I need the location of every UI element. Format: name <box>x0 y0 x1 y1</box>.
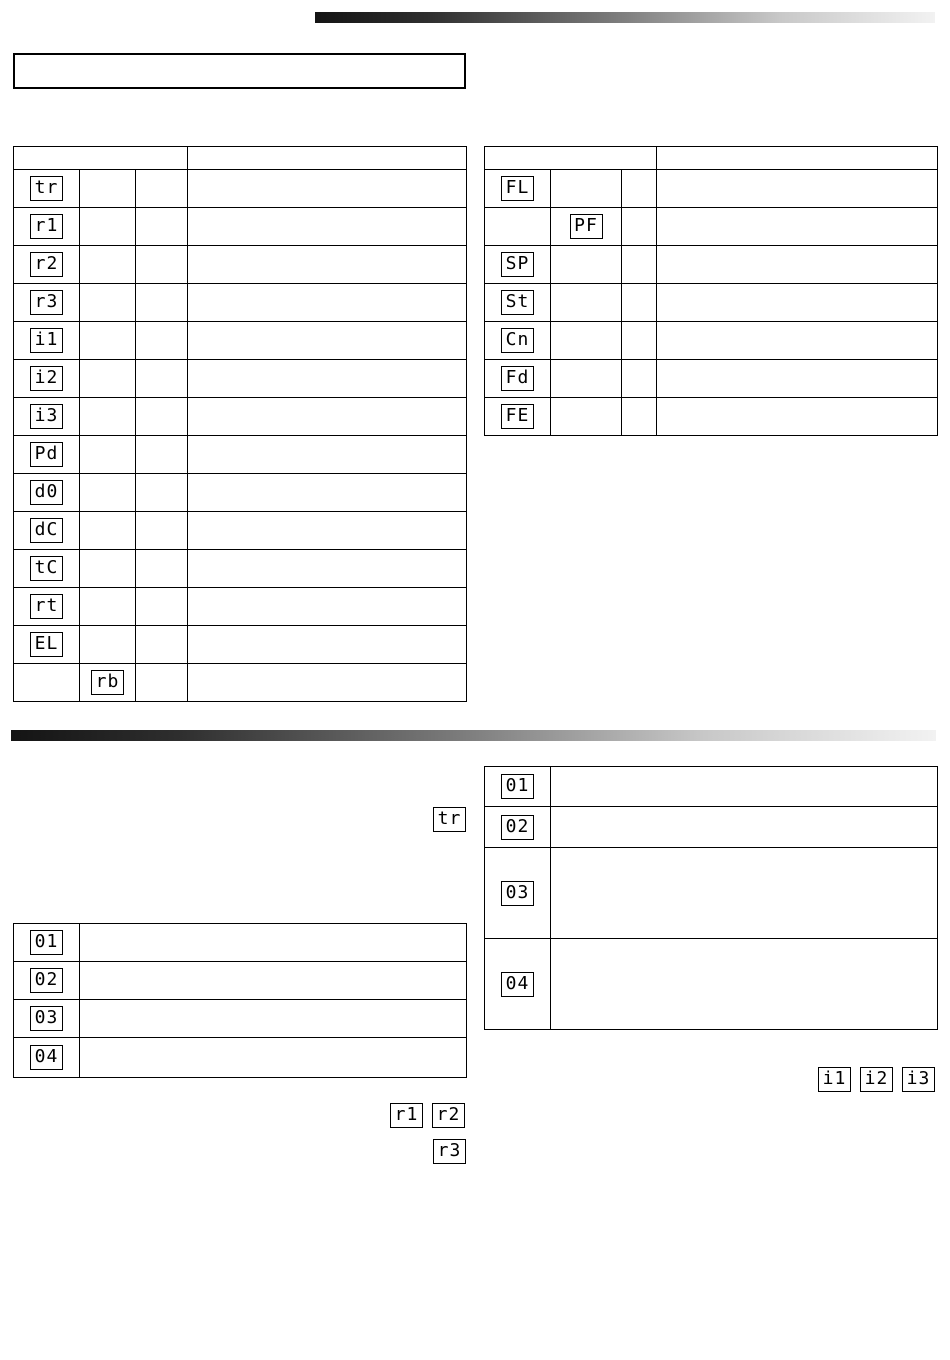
description-cell <box>188 474 467 512</box>
code-cell <box>80 588 136 626</box>
table-row <box>485 398 938 436</box>
table-row <box>485 284 938 322</box>
code-cell <box>136 626 188 664</box>
display-code-tc: tC <box>30 556 63 581</box>
code-cell <box>485 360 551 398</box>
display-code-dc: dC <box>30 518 63 543</box>
option-code-cell <box>485 939 551 1030</box>
display-code-rb: rb <box>91 670 124 695</box>
code-cell <box>622 322 657 360</box>
display-code-i1: i1 <box>30 328 63 353</box>
description-cell <box>188 436 467 474</box>
code-cell <box>136 588 188 626</box>
header-cell <box>485 147 657 170</box>
description-cell <box>657 284 938 322</box>
code-cell <box>14 246 80 284</box>
code-cell <box>14 360 80 398</box>
display-code-r1: r1 <box>390 1103 423 1128</box>
code-cell <box>14 550 80 588</box>
table-row <box>14 474 467 512</box>
display-code-rt: rt <box>30 594 63 619</box>
display-code-option-02: 02 <box>501 815 534 840</box>
header-cell-description <box>657 147 938 170</box>
description-cell <box>657 208 938 246</box>
display-code-i1: i1 <box>818 1067 851 1092</box>
code-cell <box>136 550 188 588</box>
code-cell <box>80 626 136 664</box>
display-code-r1: r1 <box>30 214 63 239</box>
table-row <box>14 360 467 398</box>
option-code-cell <box>485 848 551 939</box>
code-cell <box>485 246 551 284</box>
description-cell <box>188 284 467 322</box>
display-code-i2: i2 <box>860 1067 893 1092</box>
code-cell <box>136 360 188 398</box>
description-cell <box>188 588 467 626</box>
option-code-cell <box>485 767 551 807</box>
code-cell <box>551 398 622 436</box>
option-row <box>485 807 938 848</box>
table-row <box>485 322 938 360</box>
display-code-r2: r2 <box>432 1103 465 1128</box>
code-cell <box>14 208 80 246</box>
code-cell <box>551 322 622 360</box>
code-cell <box>485 398 551 436</box>
section-title-box <box>13 53 466 89</box>
parameter-table-right <box>484 146 938 436</box>
option-row <box>14 1000 467 1038</box>
option-row <box>485 767 938 807</box>
display-code-pd: Pd <box>30 442 63 467</box>
code-cell <box>80 436 136 474</box>
display-code-r3: r3 <box>30 290 63 315</box>
option-table-right <box>484 766 938 1030</box>
input-code-markers <box>818 1067 935 1092</box>
header-cell-description <box>188 147 467 170</box>
description-cell <box>188 208 467 246</box>
display-code-fe: FE <box>501 404 534 429</box>
table-row <box>14 398 467 436</box>
description-cell <box>657 170 938 208</box>
display-code-option-02: 02 <box>30 968 63 993</box>
description-cell <box>188 512 467 550</box>
code-cell <box>136 436 188 474</box>
code-cell <box>80 208 136 246</box>
code-cell <box>136 284 188 322</box>
code-cell <box>136 474 188 512</box>
description-cell <box>188 626 467 664</box>
option-code-cell <box>14 962 80 1000</box>
code-cell <box>136 208 188 246</box>
code-cell <box>80 322 136 360</box>
code-cell <box>80 398 136 436</box>
description-cell <box>188 550 467 588</box>
description-cell <box>188 360 467 398</box>
table-header-row <box>485 147 938 170</box>
table-row <box>14 284 467 322</box>
option-code-cell <box>14 1038 80 1078</box>
code-cell <box>622 284 657 322</box>
display-code-d0: d0 <box>30 480 63 505</box>
table-row <box>485 246 938 284</box>
code-cell <box>136 170 188 208</box>
option-code-cell <box>485 807 551 848</box>
display-code-tr-marker: tr <box>433 807 466 832</box>
table-row <box>14 550 467 588</box>
option-code-cell <box>14 924 80 962</box>
code-cell <box>136 512 188 550</box>
description-cell <box>188 322 467 360</box>
section-divider-bar <box>11 730 936 741</box>
code-cell <box>14 512 80 550</box>
display-code-st: St <box>501 290 534 315</box>
description-cell <box>188 246 467 284</box>
code-cell <box>136 246 188 284</box>
header-cell <box>14 147 188 170</box>
display-code-i3: i3 <box>902 1067 935 1092</box>
parameter-table-left <box>13 146 467 702</box>
code-cell <box>80 246 136 284</box>
display-code-i3: i3 <box>30 404 63 429</box>
option-row <box>14 962 467 1000</box>
option-row <box>14 924 467 962</box>
code-cell <box>14 398 80 436</box>
code-cell <box>485 322 551 360</box>
code-cell <box>14 436 80 474</box>
table-row <box>14 626 467 664</box>
display-code-option-04: 04 <box>30 1045 63 1070</box>
code-cell <box>551 360 622 398</box>
display-code-el: EL <box>30 632 63 657</box>
option-table-left <box>13 923 467 1078</box>
table-row <box>14 322 467 360</box>
code-cell <box>14 322 80 360</box>
code-cell <box>622 360 657 398</box>
code-cell <box>80 664 136 702</box>
table-row <box>14 436 467 474</box>
option-description-cell <box>551 848 938 939</box>
display-code-option-01: 01 <box>501 774 534 799</box>
description-cell <box>188 170 467 208</box>
relay-code-markers <box>390 1103 465 1128</box>
code-cell <box>551 284 622 322</box>
code-cell <box>622 398 657 436</box>
code-cell <box>136 398 188 436</box>
display-code-pf: PF <box>570 214 603 239</box>
code-cell <box>622 170 657 208</box>
code-cell <box>136 322 188 360</box>
option-row <box>485 848 938 939</box>
code-cell <box>14 664 80 702</box>
code-cell <box>551 170 622 208</box>
code-cell <box>622 208 657 246</box>
option-description-cell <box>80 924 467 962</box>
code-cell <box>80 284 136 322</box>
code-cell <box>80 474 136 512</box>
display-code-option-04: 04 <box>501 972 534 997</box>
table-row <box>485 360 938 398</box>
code-cell <box>485 284 551 322</box>
code-cell <box>485 208 551 246</box>
display-code-cn: Cn <box>501 328 534 353</box>
code-cell <box>14 626 80 664</box>
code-cell <box>485 170 551 208</box>
option-description-cell <box>80 962 467 1000</box>
table-row <box>14 664 467 702</box>
description-cell <box>657 398 938 436</box>
display-code-tr: tr <box>30 176 63 201</box>
code-cell <box>551 208 622 246</box>
option-row <box>485 939 938 1030</box>
description-cell <box>657 360 938 398</box>
display-code-option-03: 03 <box>501 881 534 906</box>
description-cell <box>188 664 467 702</box>
code-cell <box>622 246 657 284</box>
display-code-i2: i2 <box>30 366 63 391</box>
table-row <box>14 208 467 246</box>
code-cell <box>80 550 136 588</box>
code-cell <box>80 170 136 208</box>
option-description-cell <box>551 767 938 807</box>
table-row <box>14 246 467 284</box>
option-row <box>14 1038 467 1078</box>
option-code-cell <box>14 1000 80 1038</box>
code-cell <box>14 588 80 626</box>
table-row <box>485 170 938 208</box>
display-code-option-03: 03 <box>30 1006 63 1031</box>
display-code-option-01: 01 <box>30 930 63 955</box>
description-cell <box>657 246 938 284</box>
code-cell <box>14 474 80 512</box>
display-code-fl: FL <box>501 176 534 201</box>
code-cell <box>551 246 622 284</box>
table-row <box>14 170 467 208</box>
code-cell <box>14 284 80 322</box>
table-row <box>14 588 467 626</box>
option-description-cell <box>80 1038 467 1078</box>
display-code-fd: Fd <box>501 366 534 391</box>
display-code-r2: r2 <box>30 252 63 277</box>
code-cell <box>80 512 136 550</box>
option-description-cell <box>551 807 938 848</box>
display-code-r3: r3 <box>433 1139 466 1164</box>
table-row <box>485 208 938 246</box>
code-cell <box>80 360 136 398</box>
option-description-cell <box>80 1000 467 1038</box>
header-gradient-bar <box>315 12 935 23</box>
description-cell <box>657 322 938 360</box>
code-cell <box>136 664 188 702</box>
option-description-cell <box>551 939 938 1030</box>
description-cell <box>188 398 467 436</box>
display-code-sp: SP <box>501 252 534 277</box>
code-cell <box>14 170 80 208</box>
table-header-row <box>14 147 467 170</box>
table-row <box>14 512 467 550</box>
